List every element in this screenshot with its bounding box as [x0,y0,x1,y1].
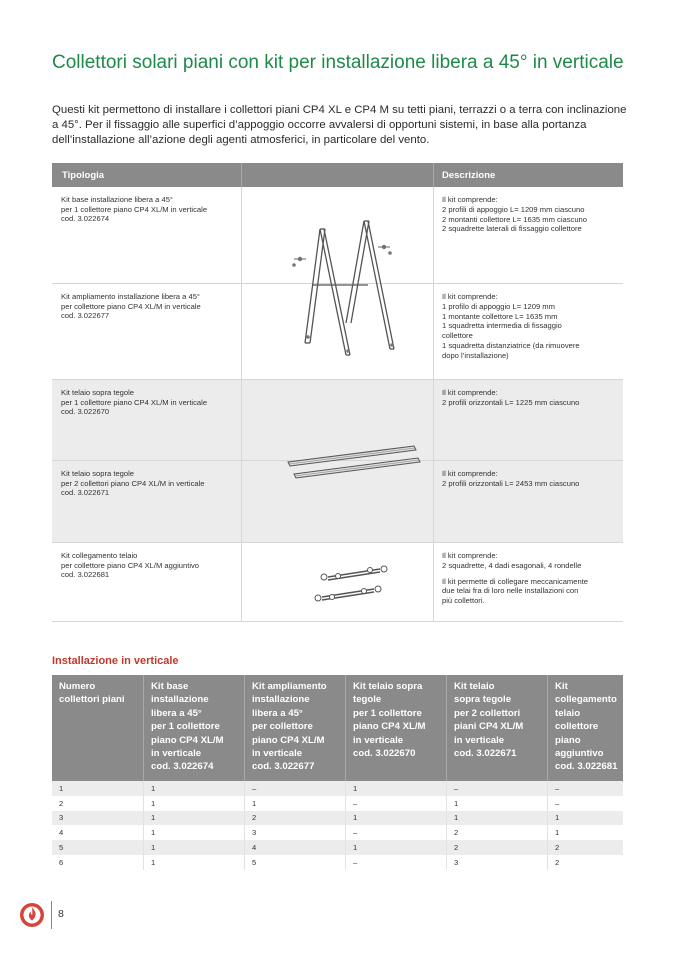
table-cell: 1 [346,840,447,855]
table-cell: – [346,796,447,811]
table-cell: 4 [59,828,64,838]
col-header-extension-kit: Kit ampliamento installazione libera a 45° per collettore piano CP4 XL/M in verticale cod. 3.022677 [245,675,346,781]
kit-desc-cell [442,551,620,606]
table-cell: – [548,796,624,811]
table-cell: 1 [144,781,245,796]
table-cell: 1 [447,796,548,811]
table-cell: – [346,855,447,870]
table-cell: 1 [447,811,548,826]
kit-type-cell: Kit telaio sopra tegole per 1 collettore piano CP4 XL/M in verticale cod. 3.022670 [61,388,208,417]
table-cell: 2 [447,825,548,840]
kit-desc-cell: Il kit comprende: 2 profili di appoggio L= 1209 mm ciascuno 2 montanti collettore L= 1635 mm ciascuno 2 squadrette laterali di fissaggio collettore [442,195,587,234]
installation-body [52,781,623,870]
col-header-base-kit: Kit base installazione libera a 45° per 1 collettore piano CP4 XL/M in verticale cod. 3.022674 [144,675,245,781]
table-cell: 3 [52,811,144,826]
installation-section-title: Installazione in verticale [52,655,179,667]
table-cell: 2 [59,798,64,808]
kit-desc-cell: Il kit comprende: 2 profili orizzontali L= 1225 mm ciascuno [442,388,580,407]
table-cell: 3 [447,855,548,870]
kit-desc-cell: Il kit comprende: 1 profilo di appoggio L= 1209 mm 1 montante collettore L= 1635 mm 1 squadretta intermedia di fissaggio collettore 1 squadretta distanziatrice (da rimuovere dopo l’installazione) [442,292,580,360]
table-cell: 1 [548,825,624,840]
installation-header-row [52,675,623,781]
table-cell: 5 [245,855,346,870]
table-row [52,825,623,840]
table-cell: 1 [144,825,245,840]
kit-group-free-installation [52,187,623,380]
footer-divider [51,901,52,929]
kit-type-cell: Kit collegamento telaio per collettore piano CP4 XL/M aggiuntivo cod. 3.022681 [61,551,200,580]
intro-paragraph: Questi kit permettono di installare i collettori piani CP4 XL e CP4 M su tetti piani, terrazzi o a terra con inclinazione a 45°. Per il fissaggio alle superfici d’appoggio occorre avvalersi di opportuni sistemi, in base alla portanza dell’installazione all’azione degli agenti atmosferici, in particolare del vento. [52,104,627,146]
table-row [52,796,623,811]
kit-type-cell: Kit base installazione libera a 45° per 1 collettore piano CP4 XL/M in verticale cod. 3.022674 [61,195,208,224]
table-row [52,811,623,826]
table-cell: 2 [548,855,624,870]
header-descrizione: Descrizione [442,170,496,181]
table-cell: 1 [548,811,624,826]
col-header-frame-2: Kit telaio sopra tegole per 2 collettori piani CP4 XL/M in verticale cod. 3.022671 [447,675,548,781]
table-cell: 2 [245,811,346,826]
kit-type-cell: Kit telaio sopra tegole per 2 collettori piano CP4 XL/M in verticale cod. 3.022671 [61,469,205,498]
table-cell: – [447,781,548,796]
table-row [52,840,623,855]
kit-type-cell: Kit ampliamento installazione libera a 45° per collettore piano CP4 XL/M in verticale cod. 3.022677 [61,292,201,321]
table-cell: 1 [346,781,447,796]
page-title: Collettori solari piani con kit per installazione libera a 45° in verticale [52,52,624,73]
table-cell: 3 [245,825,346,840]
kit-table [52,163,623,622]
col-header-frame-1: Kit telaio sopra tegole per 1 collettore piano CP4 XL/M in verticale cod. 3.022670 [346,675,447,781]
kit-group-connection [52,543,623,622]
header-tipologia: Tipologia [62,170,105,181]
table-cell: 2 [447,840,548,855]
table-cell: 1 [52,781,144,796]
table-cell: 6 [59,857,64,867]
kit-group-frame-over-tiles [52,380,623,543]
table-cell: 1 [144,796,245,811]
table-row [52,855,623,870]
table-cell: 1 [144,811,245,826]
col-header-number: Numero collettori piani [52,675,144,781]
table-cell: 4 [245,840,346,855]
table-cell: 1 [144,855,245,870]
kit-desc-extra: Il kit permette di collegare meccanicamente due telai fra di loro nelle installazioni con più collettori. [442,576,589,606]
installation-table [52,675,623,870]
connection-brackets-drawing [314,561,394,605]
col-header-connection: Kit collegamento telaio collettore piano aggiuntivo cod. 3.022681 [548,675,624,781]
free-installation-frame-drawing [280,215,400,370]
table-cell: – [245,781,346,796]
table-cell: 5 [52,840,144,855]
page-number: 8 [58,908,64,920]
table-cell: 1 [346,811,447,826]
horizontal-profiles-drawing [282,442,422,482]
table-cell: 1 [144,840,245,855]
table-cell: – [548,781,624,796]
kit-desc-cell: Il kit comprende: 2 profili orizzontali L= 2453 mm ciascuno [442,469,580,488]
table-cell: 1 [245,796,346,811]
kit-desc-main: Il kit comprende: 2 squadrette, 4 dadi esagonali, 4 rondelle [442,551,582,570]
brand-flame-icon [19,902,45,928]
table-row [52,781,623,796]
table-cell: 2 [548,840,624,855]
kit-table-header [52,163,623,187]
table-cell: – [346,825,447,840]
